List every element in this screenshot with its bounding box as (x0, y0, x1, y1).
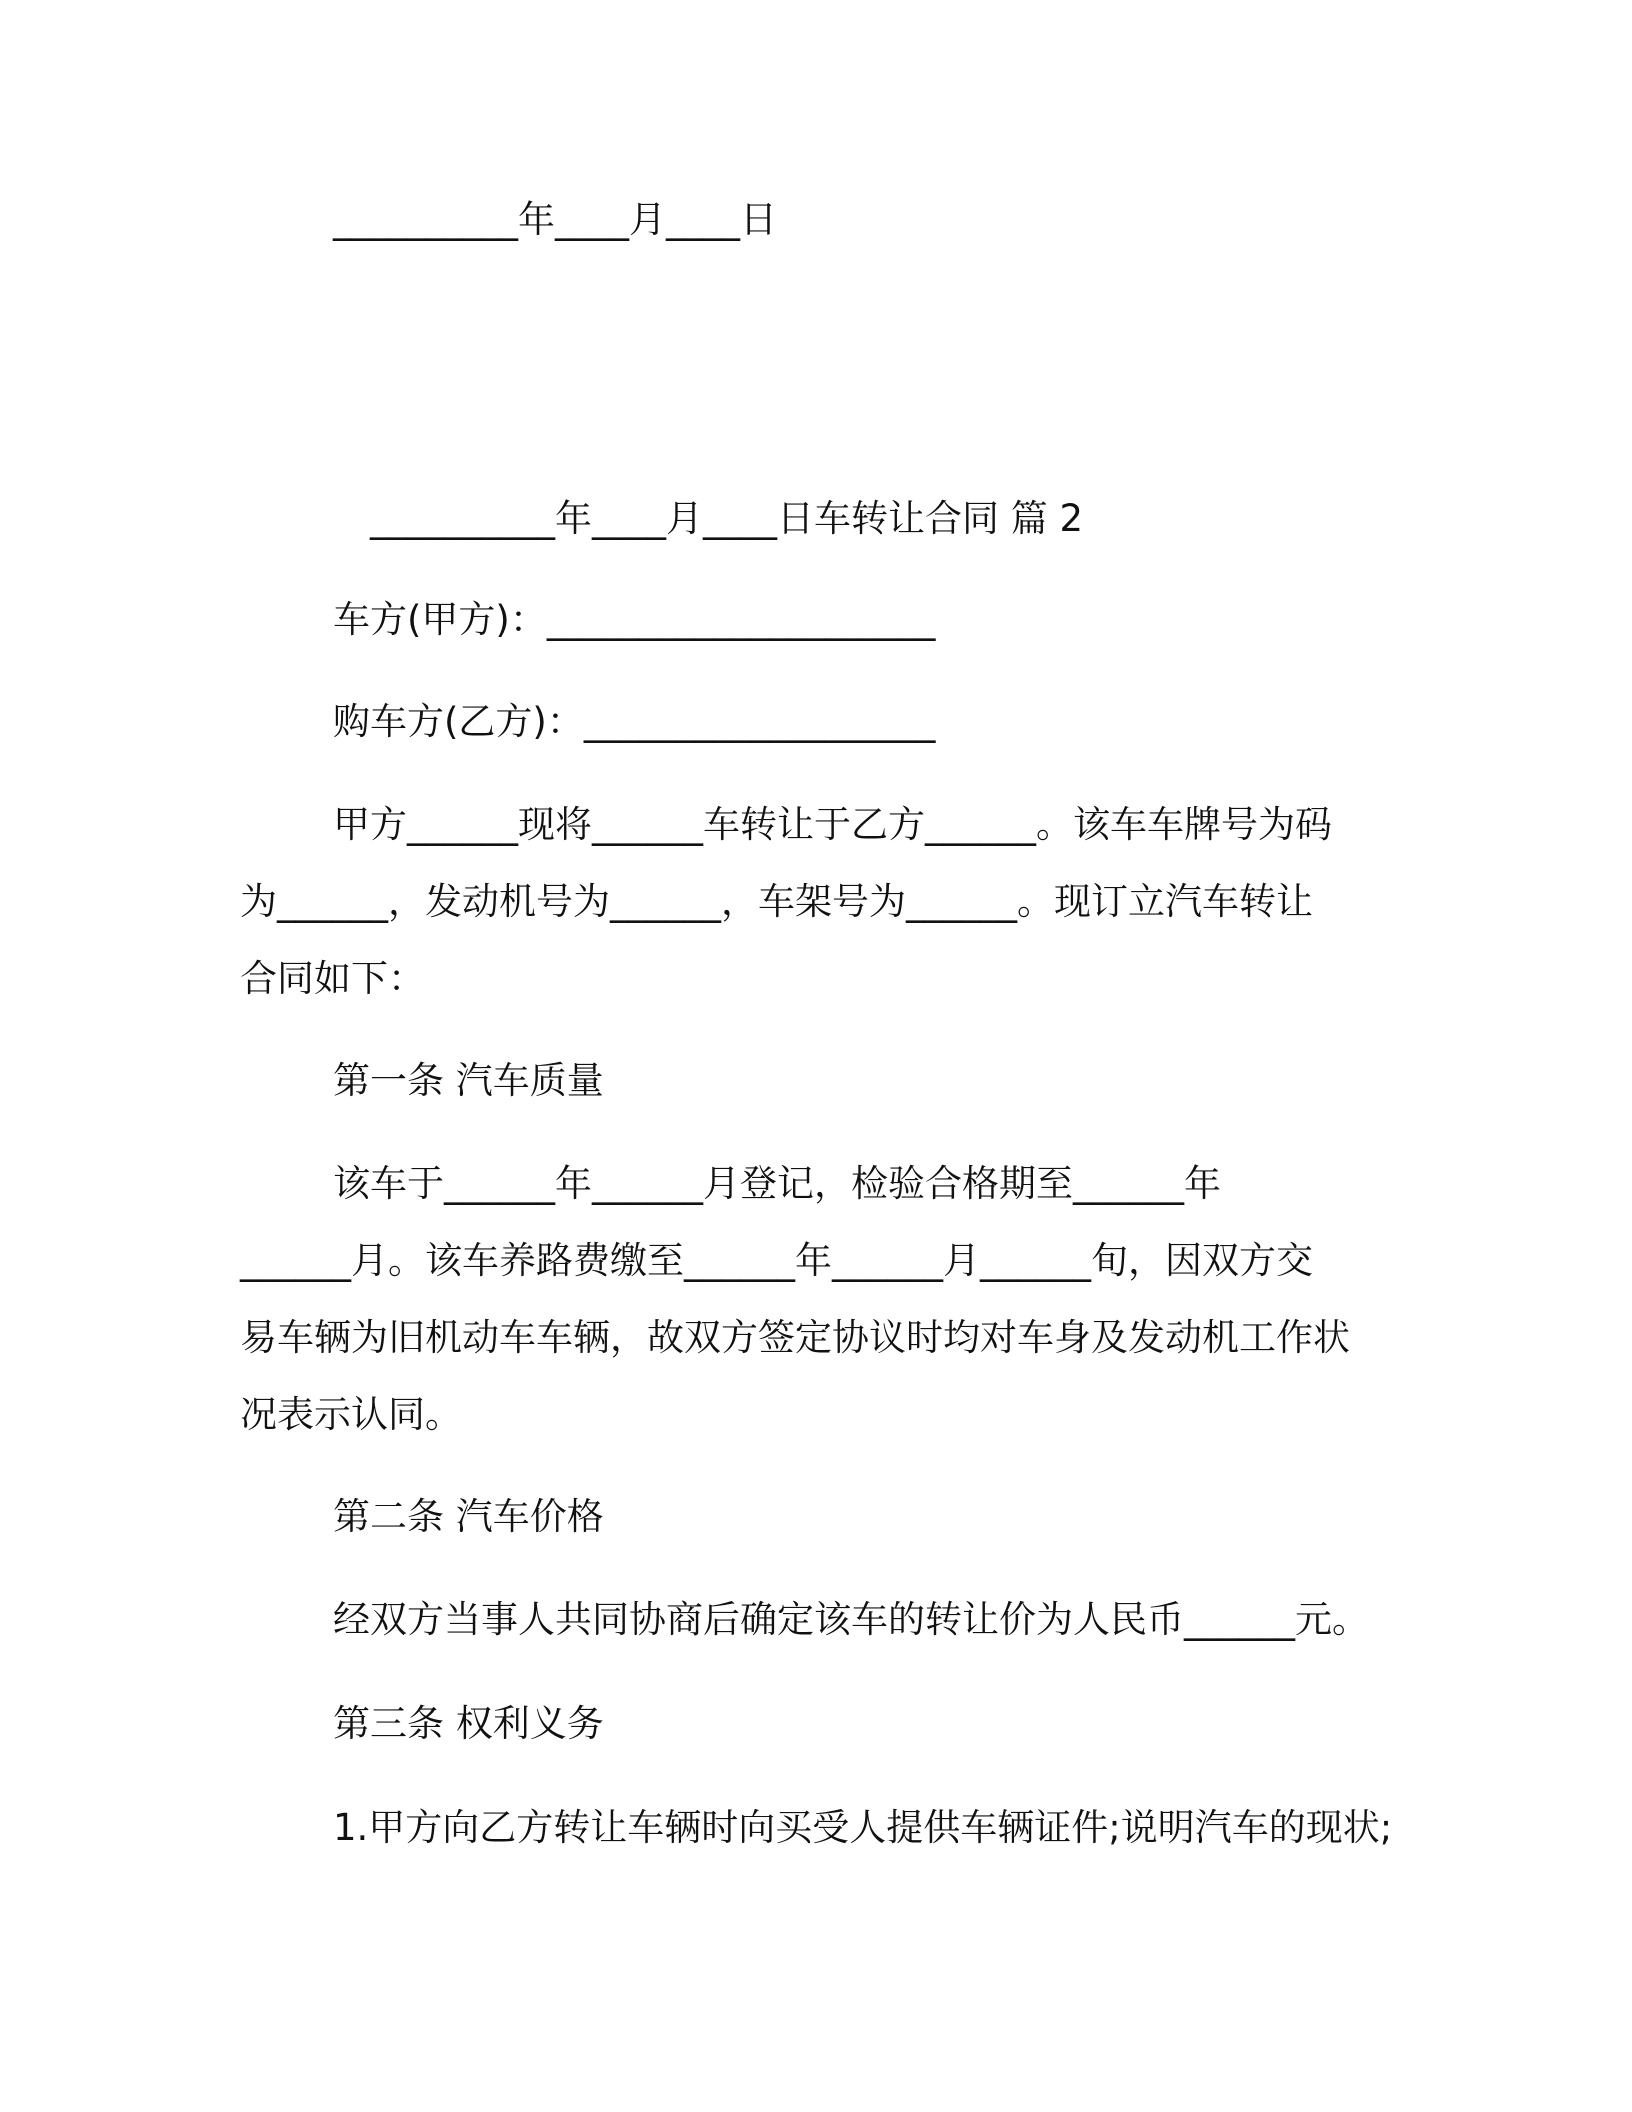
party-a-line: 车方(甲方)：_____________________ (333, 598, 936, 641)
article-2-body: 经双方当事人共同协商后确定该车的转让价为人民币______元。 (333, 1598, 1369, 1641)
date-line: __________年____月____日 (333, 198, 777, 241)
article-3-title: 第三条 权利义务 (333, 1702, 604, 1745)
article-1-line-4: 况表示认同。 (240, 1393, 462, 1436)
intro-line-2: 为______，发动机号为______，车架号为______。现订立汽车转让 (240, 880, 1313, 923)
article-1-title: 第一条 汽车质量 (333, 1059, 604, 1102)
article-1-line-3: 易车辆为旧机动车车辆，故双方签定协议时均对车身及发动机工作状 (240, 1316, 1350, 1359)
intro-line-3: 合同如下： (240, 957, 425, 1000)
article-1-line-2: ______月。该车养路费缴至______年______月______旬，因双方交 (240, 1239, 1313, 1282)
article-2-title: 第二条 汽车价格 (333, 1495, 604, 1538)
section-title: __________年____月____日车转让合同 篇 2 (370, 497, 1084, 540)
article-3-item-1: 1.甲方向乙方转让车辆时向买受人提供车辆证件;说明汽车的现状; (333, 1806, 1393, 1849)
article-1-line-1: 该车于______年______月登记，检验合格期至______年 (333, 1162, 1221, 1205)
party-b-line: 购车方(乙方)：___________________ (333, 700, 936, 743)
intro-line-1: 甲方______现将______车转让于乙方______。该车车牌号为码 (333, 803, 1332, 846)
